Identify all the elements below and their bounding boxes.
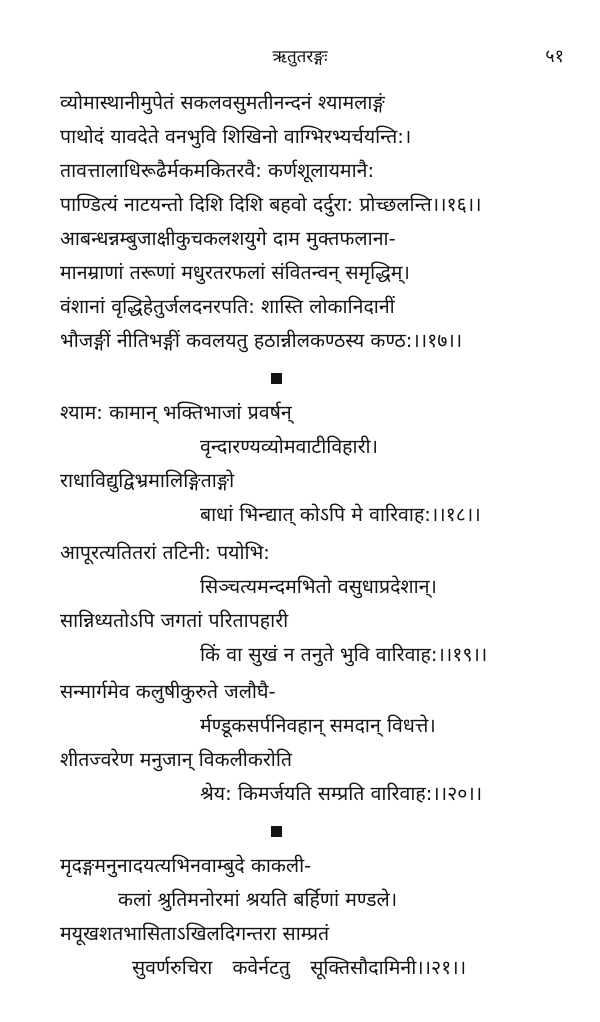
verse-line: व्योमास्थानीमुपेतं सकलवसुमतीनन्दनं श्यामलाङ्गं <box>60 91 385 114</box>
verse-line: कलां श्रुतिमनोरमां श्रयति बर्हिणां मण्डले। <box>118 888 398 911</box>
verse-line: पाथोदं यावदेते वनभुवि शिखिनो वाग्भिरभ्यर्चयन्ति:। <box>60 125 412 148</box>
page-number: ५१ <box>545 46 564 67</box>
verse-line: आपूरत्यतितरां तटिनी: पयोभि: <box>60 541 270 564</box>
verse-line: र्मण्डूकसर्पनिवहान् समदान् विधत्ते। <box>200 714 436 737</box>
verse-21 <box>60 849 580 985</box>
verse-line: श्रेय: किमर्जयति सम्प्रति वारिवाह:।।२०।। <box>200 782 483 805</box>
verse-18 <box>60 396 580 532</box>
verse-line: श्याम: कामान् भक्तिभाजां प्रवर्षन् <box>60 401 292 424</box>
verse-line: आबन्धन्नम्बुजाक्षीकुचकलशयुगे दाम मुक्तफलाना- <box>60 227 396 250</box>
verse-line: मयूखशतभासिताऽखिलदिगन्तरा साम्प्रतं <box>60 922 330 945</box>
verse-20 <box>60 675 580 811</box>
verse-line: राधाविद्युद्विभ्रमालिङ्गिताङ्गो <box>60 469 235 492</box>
verse-line: वृन्दारण्यव्योमवाटीविहारी। <box>200 435 378 458</box>
verse-line: पाण्डित्यं नाटयन्तो दिशि दिशि बहवो दर्दुरा: प्रोच्छलन्ति।।१६।। <box>60 193 482 216</box>
verse-19 <box>60 536 580 672</box>
verse-line: तावत्तालाधिरूढैर्मकमकितरवै: कर्णशूलायमानै: <box>60 159 375 182</box>
verse-16 <box>60 86 580 222</box>
verse-line: मृदङ्गमनुनादयत्यभिनवाम्बुदे काकली- <box>60 854 312 877</box>
page-header <box>0 44 600 72</box>
section-separator-mark <box>271 373 282 384</box>
verse-line: भौजङ्गीं नीतिभङ्गीं कवलयतु हठान्नीलकण्ठस्य कण्ठ:।।१७।। <box>60 329 463 352</box>
verse-17 <box>60 222 580 358</box>
section-separator-mark <box>271 826 282 837</box>
verse-line: बाधां भिन्द्यात् कोऽपि मे वारिवाह:।।१८।। <box>200 503 481 526</box>
verse-line: सुवर्णरुचिरा कवेर्नटतु सूक्तिसौदामिनी।।२१।। <box>132 956 467 979</box>
verse-line: मानम्राणां तरूणां मधुरतरफलां संवितन्वन् समृद्धिम्। <box>60 261 410 284</box>
verse-line: वंशानां वृद्धिहेतुर्जलदनरपति: शास्ति लोकानिदानीं <box>60 295 395 318</box>
verse-line: सिञ्चत्यमन्दमभितो वसुधाप्रदेशान्। <box>200 575 437 598</box>
verse-line: सान्निध्यतोऽपि जगतां परितापहारी <box>60 609 289 632</box>
verse-line: शीतज्वरेण मनुजान् विकलीकरोति <box>60 748 293 771</box>
running-title: ऋतुतरङ्गः <box>272 47 328 67</box>
verse-line: सन्मार्गमेव कलुषीकुरुते जलौघै- <box>60 680 276 703</box>
verse-line: किं वा सुखं न तनुते भुवि वारिवाह:।।१९।। <box>200 643 488 666</box>
